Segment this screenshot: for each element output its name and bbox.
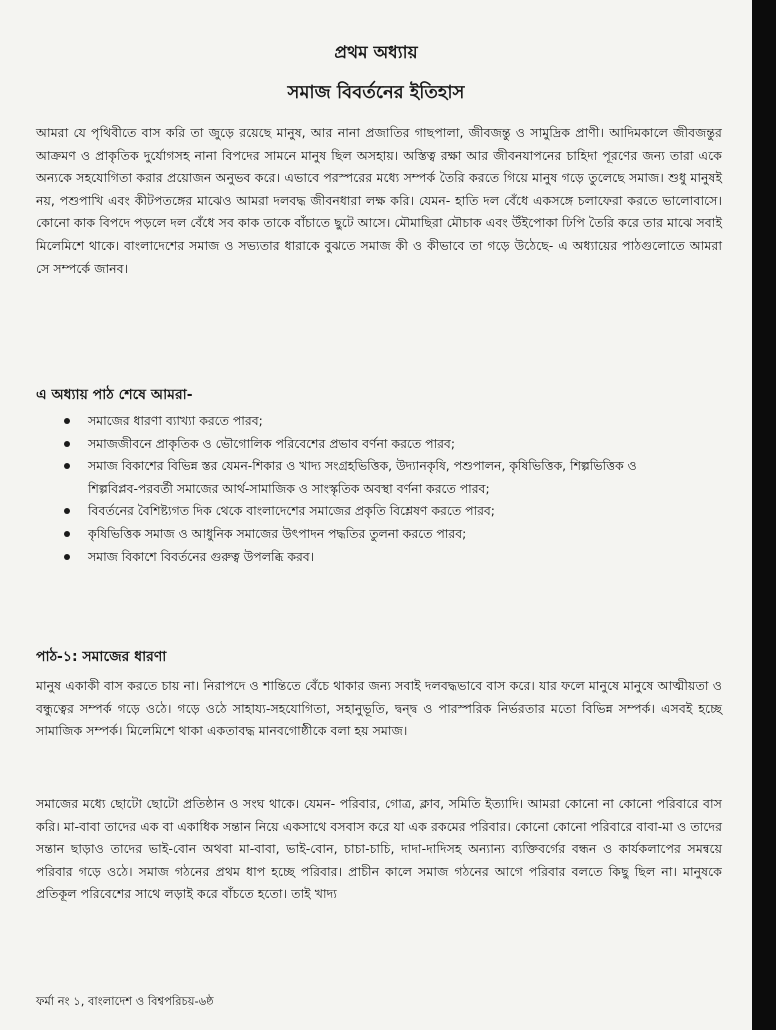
objective-item [60,433,650,456]
objective-text: কৃষিভিত্তিক সমাজ ও আধুনিক সমাজের উৎপাদন পদ্ধতির তুলনা করতে পারব; [88,525,467,541]
objective-text: বিবর্তনের বৈশিষ্ট্যগত দিক থেকে বাংলাদেশের সমাজের প্রকৃতি বিশ্লেষণ করতে পারব; [88,503,495,519]
bullet-icon [64,463,70,469]
objective-text: সমাজ বিকাশে বিবর্তনের গুরুত্ব উপলব্ধি করব। [88,548,315,564]
intro-paragraph: আমরা যে পৃথিবীতে বাস করি তা জুড়ে রয়েছে মানুষ, আর নানা প্রজাতির গাছপালা, জীবজন্তু ও সামুদ্রিক প্রাণী। আদিমকালে জীবজন্তুর আক্রমণ ও প্রাকৃতিক দুর্যোগসহ নানা বিপদের সামনে মানুষ ছিল অসহায়। অস্তিত্ব রক্ষা আর জীবনযাপনের চাহিদা পূরণের জন্য তারা একে অন্যকে সহযোগিতা করার প্রয়োজন অনুভব করে। এভাবে পরস্পরের মধ্যে সম্পর্ক তৈরি করতে গিয়ে মানুষ গড়ে তুলেছে সমাজ। শুধু মানুষই নয়, পশুপাখি এবং কীটপতঙ্গের মাঝেও আমরা দলবদ্ধ জীবনধারা লক্ষ করি। যেমন- হাতি দল বেঁধে একসঙ্গে চলাফেরা করতে ভালোবাসে। কোনো কাক বিপদে পড়লে দল বেঁধে সব কাক তাকে বাঁচাতে ছুটে আসে। মৌমাছিরা মৌচাক এবং উঁইপোকা ঢিপি তৈরি করে তার মাঝে সবাই মিলেমিশে থাকে। বাংলাদেশের সমাজ ও সভ্যতার ধারাকে বুঝতে সমাজ কী ও কীভাবে তা গড়ে উঠেছে- এ অধ্যায়ের পাঠগুলোতে আমরা সে সম্পর্কে জানব। [36,125,722,276]
bullet-icon [64,531,70,537]
bullet-icon [64,418,70,424]
objective-item [60,455,650,500]
objective-text: সমাজ বিকাশের বিভিন্ন স্তর যেমন-শিকার ও খাদ্য সংগ্রহভিত্তিক, উদ্যানকৃষি, পশুপালন, কৃষিভিত্তিক, শিল্পভিত্তিক ও শিল্পবিপ্লব-পরবর্তী সমাজের আর্থ-সামাজিক ও সাংস্কৃতিক অবস্থা বর্ণনা করতে পারব; [88,458,637,496]
objective-text: সমাজজীবনে প্রাকৃতিক ও ভৌগোলিক পরিবেশের প্রভাব বর্ণনা করতে পারব; [88,435,456,451]
objective-item [60,523,650,546]
chapter-label: প্রথম অধ্যায় [334,43,418,63]
objective-item [60,546,650,569]
lesson-paragraph: সমাজের মধ্যে ছোটো ছোটো প্রতিষ্ঠান ও সংঘ থাকে। যেমন- পরিবার, গোত্র, ক্লাব, সমিতি ইত্যাদি। আমরা কোনো না কোনো পরিবারে বাস করি। মা-বাবা তাদের এক বা একাধিক সন্তান নিয়ে একসাথে বসবাস করে যা এক রকমের পরিবার। কোনো কোনো পরিবারে বাবা-মা ও তাদের সন্তান ছাড়াও তাদের ভাই-বোন অথবা মা-বাবা, ভাই-বোন, চাচা-চাচি, দাদা-দাদিসহ অন্যান্য ব্যক্তিবর্গের বন্ধন ও কার্যকলাপের সমন্বয়ে পরিবার গড়ে ওঠে। সমাজ গঠনের প্রথম ধাপ হচ্ছে পরিবার। প্রাচীন কালে সমাজ গঠনের আগে পরিবার বলতে কিছু ছিল না। মানুষকে প্রতিকূল পরিবেশের সাথে লড়াই করে বাঁচতে হতো। তাই খাদ্য [36,796,722,902]
chapter-title: সমাজ বিবর্তনের ইতিহাস [287,82,465,103]
objectives-list [60,410,650,568]
objectives-heading: এ অধ্যায় পাঠ শেষে আমরা- [36,387,193,403]
objective-text: সমাজের ধারণা ব্যাখ্যা করতে পারব; [88,413,263,428]
bullet-icon [64,554,70,560]
bullet-icon [64,441,70,447]
objective-item [60,500,650,523]
lesson-heading: পাঠ-১: সমাজের ধারণা [36,649,167,665]
page-footer: ফর্মা নং ১, বাংলাদেশ ও বিশ্বপরিচয়-৬ষ্ঠ [36,994,214,1008]
objective-item [60,410,650,433]
dark-edge [752,0,776,1030]
bullet-icon [64,508,70,514]
lesson-paragraph: মানুষ একাকী বাস করতে চায় না। নিরাপদে ও শান্তিতে বেঁচে থাকার জন্য সবাই দলবদ্ধভাবে বাস করে। যার ফলে মানুষে মানুষে আত্মীয়তা ও বন্ধুত্বের সম্পর্ক গড়ে ওঠে। গড়ে ওঠে সাহায্য-সহযোগিতা, সহানুভূতি, দ্বন্দ্ব ও পারস্পরিক নির্ভরতার মতো বিভিন্ন সম্পর্ক। এসবই হচ্ছে সামাজিক সম্পর্ক। মিলেমিশে থাকা একতাবদ্ধ মানবগোষ্ঠীকে বলা হয় সমাজ। [36,678,722,739]
